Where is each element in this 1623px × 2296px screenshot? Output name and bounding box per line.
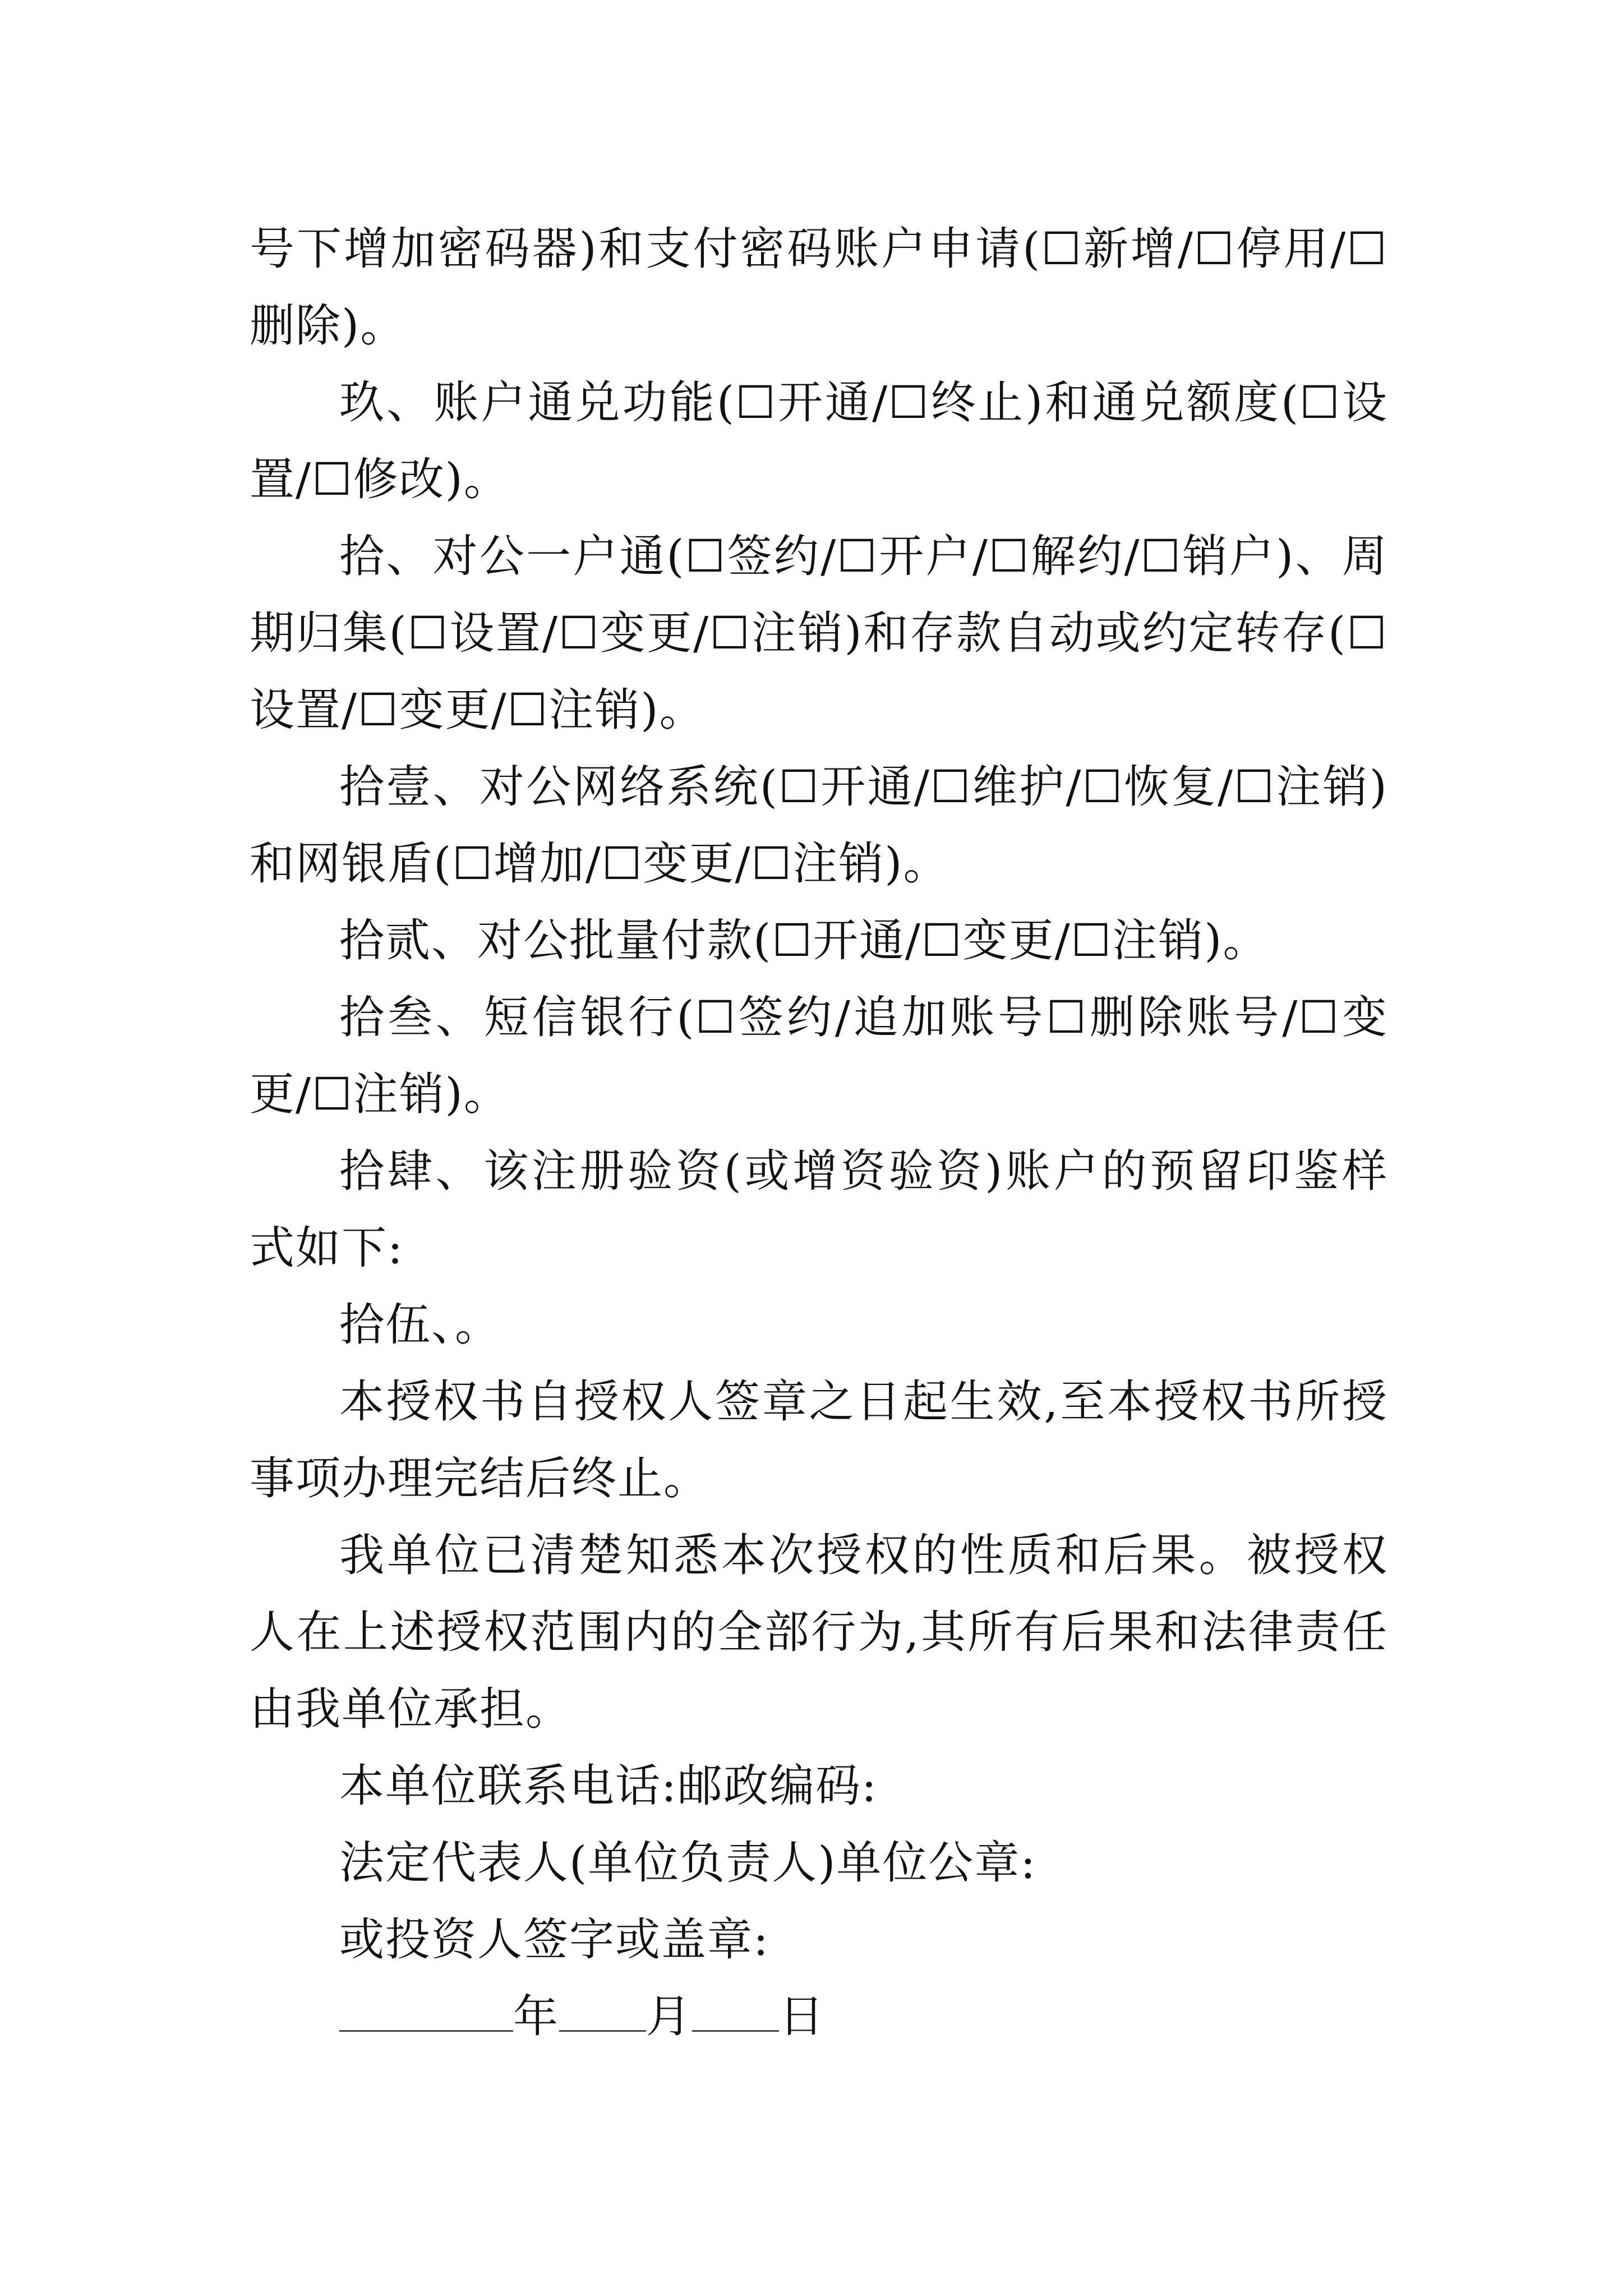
paragraph-investor-signature: 或投资人签字或盖章: bbox=[339, 1913, 769, 1966]
day-label: 日 bbox=[779, 1990, 825, 2042]
paragraph-effective-date: 本授权书自授权人签章之日起生效,至本授权书所授事项办理完结后终止。 bbox=[250, 1375, 1388, 1504]
year-label: 年 bbox=[513, 1990, 559, 2042]
paragraph-continued: 号下增加密码器)和支付密码账户申请(☐新增/☐停用/☐删除)。 bbox=[250, 223, 1388, 352]
paragraph-clause-15: 拾伍、。 bbox=[339, 1299, 501, 1351]
paragraph-consequences: 我单位已清楚知悉本次授权的性质和后果。被授权人在上述授权范围内的全部行为,其所有后果和法律责任由我单位承担。 bbox=[250, 1529, 1388, 1735]
paragraph-clause-10: 拾、对公一户通(☐签约/☐开户/☐解约/☐销户)、周期归集(☐设置/☐变更/☐注销)和存款自动或约定转存(☐设置/☐变更/☐注销)。 bbox=[250, 530, 1388, 736]
paragraph-clause-11: 拾壹、对公网络系统(☐开通/☐维护/☐恢复/☐注销)和网银盾(☐增加/☐变更/☐注销)。 bbox=[250, 761, 1388, 890]
paragraph-clause-14: 拾肆、该注册验资(或增资验资)账户的预留印鉴样式如下: bbox=[250, 1145, 1388, 1274]
date-line bbox=[250, 1978, 1388, 2055]
day-blank bbox=[692, 1991, 779, 2032]
paragraph-contact-info: 本单位联系电话:邮政编码: bbox=[339, 1760, 878, 1812]
document-body bbox=[250, 210, 1388, 2055]
year-blank bbox=[339, 1991, 513, 2032]
paragraph-clause-9: 玖、账户通兑功能(☐开通/☐终止)和通兑额度(☐设置/☐修改)。 bbox=[250, 376, 1388, 505]
paragraph-legal-representative: 法定代表人(单位负责人)单位公章: bbox=[339, 1837, 1037, 1889]
month-label: 月 bbox=[646, 1990, 692, 2042]
paragraph-clause-13: 拾叁、短信银行(☐签约/追加账号☐删除账号/☐变更/☐注销)。 bbox=[250, 991, 1388, 1120]
paragraph-clause-12: 拾贰、对公批量付款(☐开通/☐变更/☐注销)。 bbox=[339, 914, 1269, 967]
month-blank bbox=[559, 1991, 646, 2032]
